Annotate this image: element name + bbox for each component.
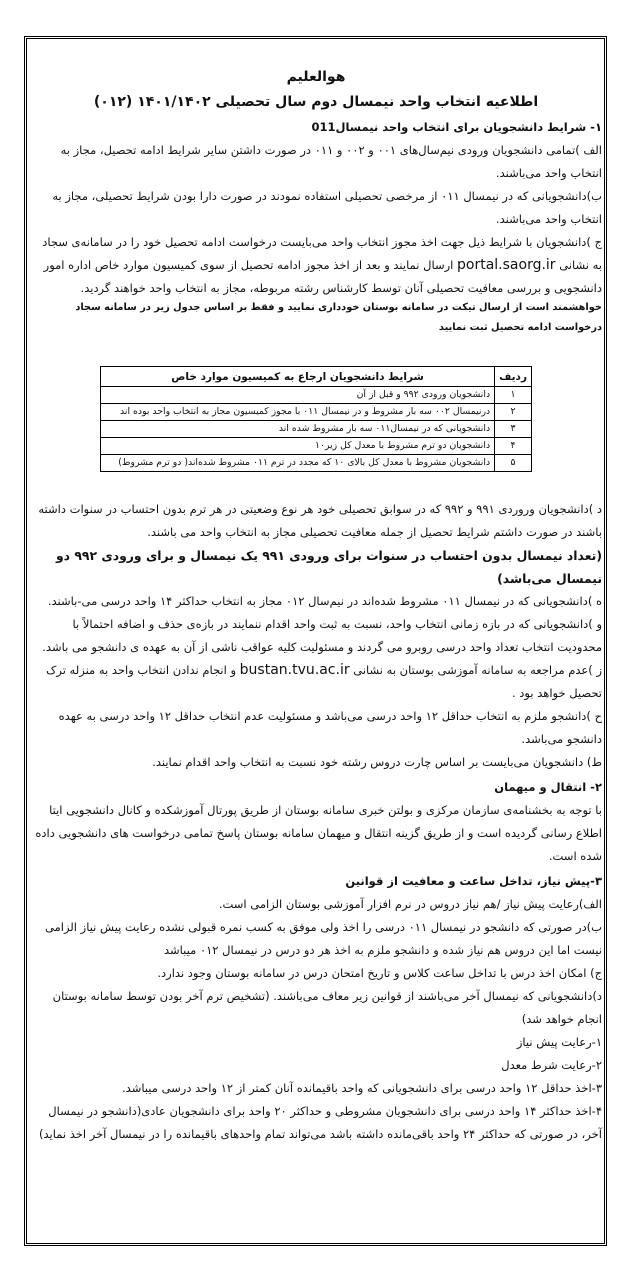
ticket-note: خواهشمند است از ارسال تیکت در سامانه بوستان خودداری نمایید و فقط بر اساس جدول زیر در سامانه سجاد درخواست ادامه تحصیل ثبت نمایید [75, 302, 602, 333]
section-1-item-ze-text2: و انجام ندادن انتخاب واحد به منزله ترک تحصیل خواهد بود . [46, 663, 602, 700]
table-header-conditions: شرایط دانشجویان ارجاع به کمیسیون موارد خاص [101, 367, 495, 387]
section-3-item-jim: ج) امکان اخذ درس با تداخل ساعت کلاس و تاریخ امتحان درس در سامانه بوستان وجود ندارد. [157, 966, 602, 980]
table-cell-text: دانشجویانی که در نیمسال۰۱۱ سه بار مشروط شده اند [101, 421, 495, 438]
section-1-item-jim [30, 231, 602, 300]
table-row [101, 421, 532, 438]
announcement-body [30, 64, 602, 1146]
section-1-item-dal: د )دانشجویان وروردی ۹۹۱ و ۹۹۲ که در سوابق تحصیلی خود هر نوع وضعیتی در هر ترم بدون احتساب در سنوات داشته باشند در صورت داشتم شرایط تحصیل از جمله معافیت تحصیلی مجاز به انتخاب واحد می باشند. [38, 502, 602, 539]
section-1-item-jim-text2: ارسال نمایند و بعد از اخذ مجوز ادامه تحصیل از سوی کمیسیون موارد خاص اداره امور دانشجویی و بررسی معافیت تحصیلی آنان توسط کارشناس رشته مربوطه، مجاز به انتخاب واحد خواهند گردید. [43, 258, 602, 295]
bustan-link[interactable]: bustan.tvu.ac.ir [239, 662, 350, 678]
exemption-item: ۳-اخذ حداقل ۱۲ واحد درسی برای دانشجویانی که واحد باقیمانده آنان کمتر از ۱۲ واحد درسی میباشد. [122, 1081, 602, 1095]
section-1-item-alef: الف )تمامی دانشجویان ورودی نیم‌سال‌های ۰۰۱ و ۰۰۲ و ۰۱۱ در صورت داشتن سایر شرایط ادامه تحصیل، مجاز به انتخاب واحد می‌باشند. [60, 143, 602, 180]
section-3-heading: ۳-پیش نیاز، تداخل ساعت و معافیت از قوانین [345, 874, 602, 888]
section-1-item-he: ه )دانشجویانی که در نیمسال ۰۱۱ مشروط شده‌اند در نیم‌سال ۰۱۲ مجاز به انتخاب حداکثر ۱۴ واحد درسی می-باشند. [47, 594, 602, 608]
section-1-item-jim-text1: ج )دانشجویان با شرایط ذیل جهت اخذ مجوز انتخاب واحد می‌بایست درخواست ادامه تحصیل خود را در سامانه‌ی سجاد به نشانی [42, 235, 602, 272]
table-row [101, 404, 532, 421]
table-row [101, 387, 532, 404]
special-cases-table [100, 366, 532, 472]
section-3-item-dal: د)دانشجویانی که نیمسال آخر می‌باشند از قوانین زیر معاف می‌باشند. (تشخیص ترم آخر بودن توسط سامانه بوستان انجام خواهد شد) [52, 989, 602, 1026]
table-cell-text: دانشجویان مشروط با معدل کل بالای ۱۰ که مجدد در ترم ۰۱۱ مشروط شده‌اند( دو ترم مشروط) [101, 455, 495, 472]
section-2-heading: ۲- انتقال و میهمان [494, 780, 602, 794]
table-cell-num: ۳ [495, 421, 532, 438]
table-cell-num: ۴ [495, 438, 532, 455]
table-cell-text: درنیمسال ۰۰۲ سه بار مشروط و در نیمسال ۰۱۱ با مجوز کمیسیون مجاز به انتخاب واحد بوده اند [101, 404, 495, 421]
section-3-item-be: ب)در صورتی که دانشجو در نیمسال ۰۱۱ درسی را اخذ ولی موفق به کسب نمره قبولی نشده رعایت پیش نیاز الزامی نیست اما این دروس هم نیاز شده و دانشجو ملزم به اخذ هر دو درس در نیمسال ۰۱۲ میباشد [45, 920, 602, 957]
section-1-item-ta: ط) دانشجویان می‌بایست بر اساس چارت دروس رشته خود نسبت به انتخاب واحد اقدام نمایند. [152, 755, 602, 769]
table-cell-text: دانشجویان ورودی ۹۹۲ و قبل از آن [101, 387, 495, 404]
exemption-item: ۱-رعایت پیش نیاز [516, 1035, 602, 1049]
header-title: هوالعلیم [286, 69, 346, 85]
section-1-item-ze-text1: ز )عدم مراجعه به سامانه آموزشی بوستان به نشانی [353, 663, 602, 677]
table-header-row-num: ردیف [495, 367, 532, 387]
section-1-item-vav: و )دانشجویانی که در بازه زمانی انتخاب واحد، نسبت به ثبت واحد اقدام ننمایند در بازه‌ی حذف و اضافه احتمالاً با محدودیت انتخاب تعداد واحد درسی روبرو می گردند و مسئولیت کلیه عواقب ناشی از آن به عهده ی دانشجو می باشد. [42, 617, 602, 654]
portal-link[interactable]: portal.saorg.ir [457, 257, 556, 273]
section-1-heading: ۱- شرایط دانشجویان برای انتخاب واحد نیمسال011 [311, 120, 602, 134]
exemption-item: ۲-رعایت شرط معدل [501, 1058, 602, 1072]
section-1-item-be: ب)دانشجویانی که در نیمسال ۰۱۱ از مرخصی تحصیلی استفاده نمودند در صورت دارا بودن شرایط تحصیلی، مجاز به انتخاب واحد می‌باشند. [52, 189, 602, 226]
exemption-item: ۴-اخذ حداکثر ۱۴ واحد درسی برای دانشجویان مشروطی و حداکثر ۲۰ واحد برای دانشجویان عادی(دانشجو در نیمسال آخر، در صورتی که حداکثر ۲۴ واحد باقی‌مانده داشته باشد می‌تواند تمام واحدهای باقیمانده را در نیمسال آخر اخذ نماید) [38, 1104, 602, 1141]
table-cell-text: دانشجویان دو ترم مشروط با معدل کل زیر۱۰ [101, 438, 495, 455]
table-cell-num: ۲ [495, 404, 532, 421]
table-row [101, 455, 532, 472]
section-2-body: با توجه به بخشنامه‌ی سازمان مرکزی و بولتن خبری سامانه بوستان از طریق پورتال آموزشکده و کانال دانشجویی ایتا اطلاع رسانی گردیده است و از طریق گزینه انتقال و میهمان سامانه بوستان پاسخ تمامی درخواست های دانشجویی داده شده است. [35, 803, 602, 863]
section-3-item-alef: الف)رعایت پیش نیاز /هم نیاز دروس در نرم افزار آموزشی بوستان الزامی است. [218, 897, 602, 911]
special-cases-table-wrap [100, 366, 532, 472]
table-cell-num: ۵ [495, 455, 532, 472]
section-1-item-he2: ح )دانشجو ملزم به انتخاب حداقل ۱۲ واحد درسی می‌باشد و مسئولیت عدم انتخاب حداقل ۱۲ واحد درسی به عهده دانشجو می‌باشد. [58, 709, 602, 746]
table-cell-num: ۱ [495, 387, 532, 404]
page-title: اطلاعیه انتخاب واحد نیمسال دوم سال تحصیلی ۱۴۰۱/۱۴۰۲ (۰۱۲) [93, 94, 539, 110]
semester-count-note: (تعداد نیمسال بدون احتساب در سنوات برای ورودی ۹۹۱ یک نیمسال و برای ورودی ۹۹۲ دو نیمسال می‌باشد) [55, 548, 602, 586]
table-header-row [101, 367, 532, 387]
table-row [101, 438, 532, 455]
section-1-item-ze [30, 659, 602, 705]
